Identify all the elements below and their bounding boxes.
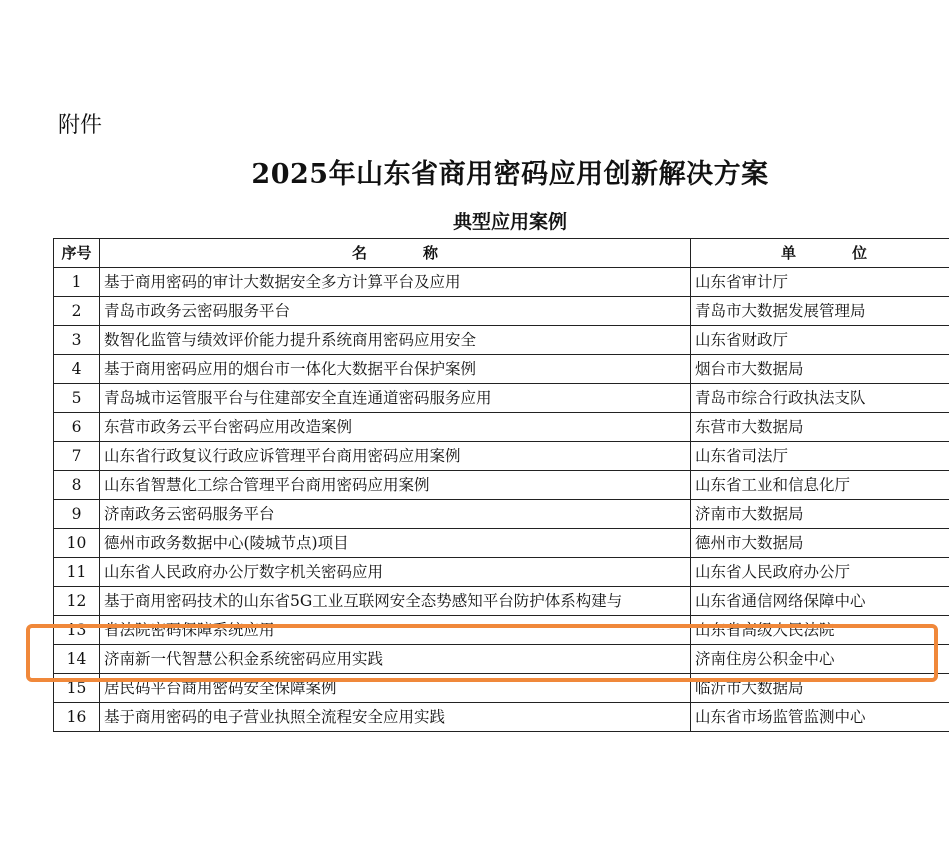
row-unit: 山东省司法厅 xyxy=(691,442,949,471)
row-unit: 临沂市大数据局 xyxy=(691,674,949,703)
row-unit: 山东省通信网络保障中心 xyxy=(691,587,949,616)
row-name: 济南政务云密码服务平台 xyxy=(100,500,691,529)
header-unit-part2: 位 xyxy=(852,244,868,262)
row-index: 16 xyxy=(54,703,100,732)
row-name: 基于商用密码的电子营业执照全流程安全应用实践 xyxy=(100,703,691,732)
row-index: 10 xyxy=(54,529,100,558)
table-row xyxy=(54,674,949,703)
row-unit: 济南市大数据局 xyxy=(691,500,949,529)
table-row xyxy=(54,616,949,645)
table-row xyxy=(54,500,949,529)
document-title: 2025年山东省商用密码应用创新解决方案 xyxy=(251,159,769,190)
row-index: 13 xyxy=(54,616,100,645)
attachment-label: 附件 xyxy=(58,113,103,138)
row-name: 省法院密码保障系统应用 xyxy=(100,616,691,645)
table-row xyxy=(54,268,949,297)
row-name: 山东省智慧化工综合管理平台商用密码应用案例 xyxy=(100,471,691,500)
row-index: 12 xyxy=(54,587,100,616)
row-name: 青岛城市运管服平台与住建部安全直连通道密码服务应用 xyxy=(100,384,691,413)
document-subtitle: 典型应用案例 xyxy=(452,211,567,233)
table-row xyxy=(54,384,949,413)
row-unit: 济南住房公积金中心 xyxy=(691,645,949,674)
row-unit: 山东省人民政府办公厅 xyxy=(691,558,949,587)
row-name: 青岛市政务云密码服务平台 xyxy=(100,297,691,326)
row-name: 基于商用密码应用的烟台市一体化大数据平台保护案例 xyxy=(100,355,691,384)
row-name: 东营市政务云平台密码应用改造案例 xyxy=(100,413,691,442)
table-row xyxy=(54,442,949,471)
header-unit-part1: 单 xyxy=(780,244,796,262)
row-name: 基于商用密码技术的山东省5G工业互联网安全态势感知平台防护体系构建与 xyxy=(100,587,691,616)
table-row xyxy=(54,355,949,384)
row-name: 山东省人民政府办公厅数字机关密码应用 xyxy=(100,558,691,587)
table-row xyxy=(54,297,949,326)
table-row xyxy=(54,529,949,558)
table-row xyxy=(54,413,949,442)
row-unit: 山东省高级人民法院 xyxy=(691,616,949,645)
table-body xyxy=(54,268,949,732)
row-unit: 山东省工业和信息化厅 xyxy=(691,471,949,500)
header-name-part2: 称 xyxy=(423,244,439,262)
row-name: 山东省行政复议行政应诉管理平台商用密码应用案例 xyxy=(100,442,691,471)
table-row xyxy=(54,587,949,616)
header-unit xyxy=(691,239,949,268)
row-unit: 山东省审计厅 xyxy=(691,268,949,297)
row-index: 4 xyxy=(54,355,100,384)
row-name: 德州市政务数据中心(陵城节点)项目 xyxy=(100,529,691,558)
table-row xyxy=(54,558,949,587)
row-index: 7 xyxy=(54,442,100,471)
cases-table xyxy=(53,238,949,732)
header-name-part1: 名 xyxy=(351,244,367,262)
row-index: 3 xyxy=(54,326,100,355)
table-row xyxy=(54,471,949,500)
header-index: 序号 xyxy=(54,239,100,268)
row-name: 数智化监管与绩效评价能力提升系统商用密码应用安全 xyxy=(100,326,691,355)
table-header-row xyxy=(54,239,949,268)
row-name: 居民码平台商用密码安全保障案例 xyxy=(100,674,691,703)
row-index: 14 xyxy=(54,645,100,674)
row-unit: 德州市大数据局 xyxy=(691,529,949,558)
row-index: 6 xyxy=(54,413,100,442)
row-name: 基于商用密码的审计大数据安全多方计算平台及应用 xyxy=(100,268,691,297)
row-index: 2 xyxy=(54,297,100,326)
table-row xyxy=(54,703,949,732)
row-index: 15 xyxy=(54,674,100,703)
row-index: 9 xyxy=(54,500,100,529)
row-index: 8 xyxy=(54,471,100,500)
row-unit: 烟台市大数据局 xyxy=(691,355,949,384)
row-unit: 山东省财政厅 xyxy=(691,326,949,355)
row-name: 济南新一代智慧公积金系统密码应用实践 xyxy=(100,645,691,674)
table-row xyxy=(54,645,949,674)
row-unit: 山东省市场监管监测中心 xyxy=(691,703,949,732)
table-row xyxy=(54,326,949,355)
row-unit: 青岛市综合行政执法支队 xyxy=(691,384,949,413)
row-unit: 东营市大数据局 xyxy=(691,413,949,442)
row-index: 11 xyxy=(54,558,100,587)
row-unit: 青岛市大数据发展管理局 xyxy=(691,297,949,326)
header-name xyxy=(100,239,691,268)
row-index: 1 xyxy=(54,268,100,297)
row-index: 5 xyxy=(54,384,100,413)
